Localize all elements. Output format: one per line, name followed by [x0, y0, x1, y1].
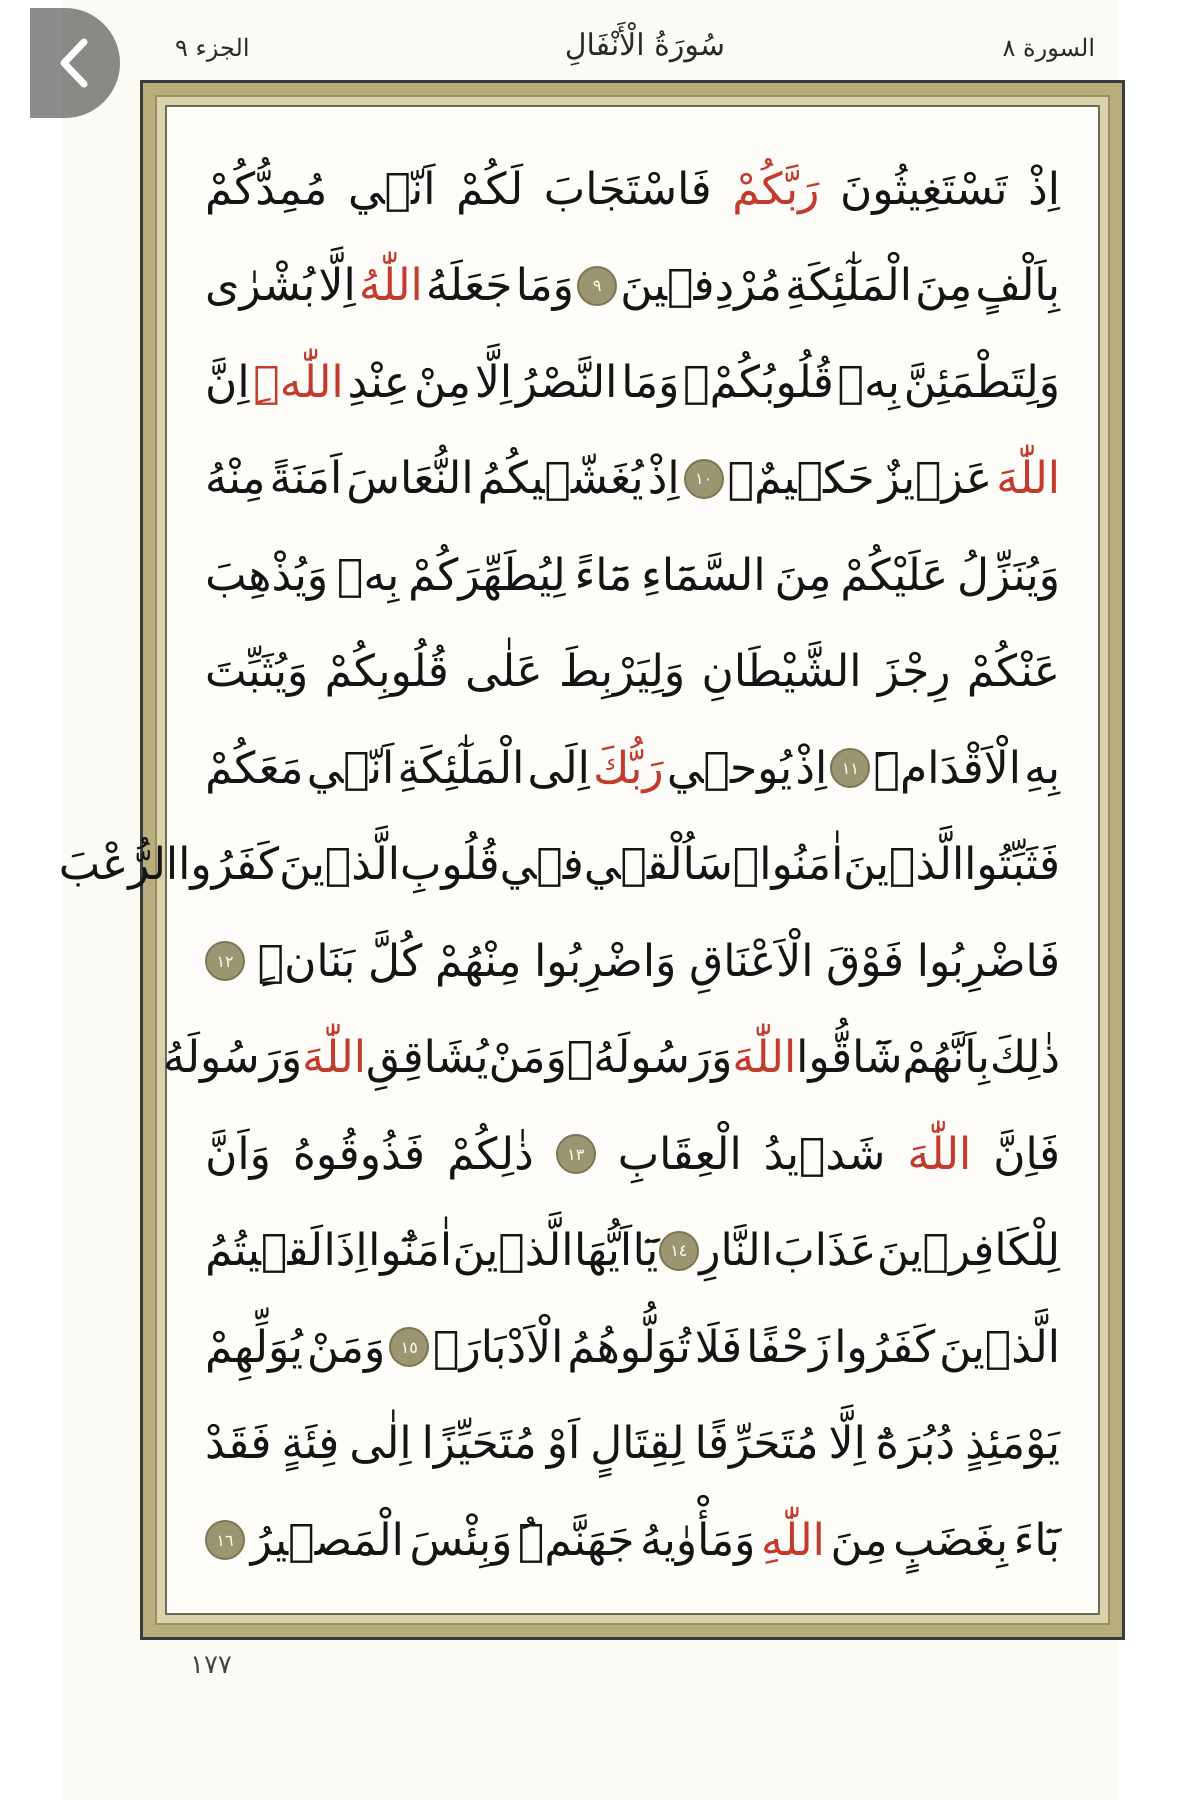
verse-word: فَاسْتَجَابَ: [543, 163, 712, 215]
verse-word: يَوْمَئِذٍ: [965, 1418, 1060, 1470]
verse-word: قُلُوبِ: [399, 839, 500, 891]
verse-word: حَك۪يمٌ۟: [727, 453, 875, 505]
verse-word: جَهَنَّمُۜ: [517, 1514, 635, 1566]
verse-word: فَوْقَ: [826, 935, 905, 987]
ayah-marker: ١٦: [205, 1520, 245, 1560]
divine-name-word: اللّٰهَ: [302, 1032, 366, 1084]
verse-word: اَنّ۪ي: [306, 742, 395, 794]
verse-word: يُوح۪ي: [666, 742, 793, 794]
text-line: [205, 1396, 1060, 1493]
verse-word: بُشْرٰى: [205, 260, 316, 312]
verse-word: اِلَّا: [318, 260, 356, 312]
verse-word: اِلَّا: [474, 356, 513, 408]
verse-word: مُمِدُّكُمْ: [205, 163, 328, 215]
verse-word: السَّمَٓاءِ: [641, 549, 766, 601]
verse-word: الْاَعْنَاقِ: [689, 935, 814, 987]
page-header: [175, 28, 1095, 78]
verse-word: الْاَدْبَارَۚ: [433, 1321, 564, 1373]
verse-word: مِنْ: [413, 356, 471, 408]
verse-word: مِنَ: [915, 260, 973, 312]
verse-word: يُوَلِّهِمْ: [205, 1321, 303, 1373]
verse-word: اِلٰى: [349, 1418, 412, 1470]
verse-word: شَٓاقُّوا: [796, 1032, 903, 1084]
ayah-marker: ١١: [830, 748, 870, 788]
verse-word: مِنَ: [774, 549, 832, 601]
verse-word: مَعَكُمْ: [205, 742, 304, 794]
verse-word: الَّذ۪ينَ: [279, 839, 400, 891]
juz-label: الجزء ٩: [175, 34, 250, 62]
verse-word: بِاَنَّهُمْ: [902, 1032, 990, 1084]
verse-word: لَكُمْ: [456, 163, 524, 215]
divine-name-word: رَبُّكَ: [593, 742, 664, 794]
verse-word: فَثَبِّتُوا: [964, 839, 1060, 891]
verse-word: اِذْ: [647, 453, 680, 505]
text-panel: [58, 105, 1100, 1615]
verse-word: رِجْزَ: [877, 646, 951, 698]
verse-word: وَيُنَزِّلُ: [956, 549, 1060, 601]
verse-word: يُغَشّ۪يكُمُ: [477, 453, 644, 505]
text-line: [205, 527, 1060, 624]
verse-word: عَذَابَ: [773, 1225, 877, 1277]
verse-word: فِئَةٍ: [281, 1418, 340, 1470]
verse-word: لِيُطَهِّرَكُمْ: [408, 549, 566, 601]
text-line: [205, 624, 1060, 721]
verse-word: تَسْتَغِيثُونَ: [839, 163, 1008, 215]
verse-word: يَٓا: [632, 1225, 659, 1277]
verse-word: اَيُّهَا: [573, 1225, 633, 1277]
verse-word: لِلْكَافِر۪ينَ: [876, 1225, 1060, 1277]
divine-name-word: رَبَّكُمْ: [732, 163, 820, 215]
verse-word: فَاضْرِبُوا: [916, 935, 1060, 987]
verse-word: الْمَلٰٓئِكَةِ: [785, 260, 912, 312]
verse-word: كَفَرُوا: [178, 839, 280, 891]
verse-word: تُوَلُّوهُمُ: [567, 1321, 691, 1373]
verse-word: ف۪ي: [499, 839, 584, 891]
verse-word: لِقِتَالٍ: [590, 1418, 685, 1470]
ayah-marker: ١٣: [556, 1134, 596, 1174]
verse-word: عِنْدِ: [347, 356, 411, 408]
surah-title: سُورَةُ الْأَنْفَالِ: [564, 28, 725, 63]
text-line: [205, 720, 1060, 817]
verse-word: وَلِيَرْبِطَ: [558, 646, 686, 698]
verse-word: بِهِ: [1024, 742, 1060, 794]
verse-word: كُلَّ: [368, 935, 423, 987]
verse-word: الَّذ۪ينَ: [452, 1225, 574, 1277]
divine-name-word: اللّٰهِۜ: [253, 356, 344, 408]
right-margin: [1118, 0, 1200, 1800]
verse-word: الْاَقْدَامَۜ: [873, 742, 1021, 794]
verse-word: عَلٰى: [465, 646, 543, 698]
verse-word: وَاَنَّ: [205, 1128, 271, 1180]
verse-word: اِذْ: [1028, 163, 1060, 215]
verse-word: عَز۪يزٌ: [878, 453, 993, 505]
verse-word: ذٰلِكَ: [989, 1032, 1060, 1084]
verse-word: اَوْ: [546, 1418, 581, 1470]
verse-word: الرُّعْبَ: [58, 839, 179, 891]
verse-word: زَحْفًا: [746, 1321, 831, 1373]
text-line: [205, 1203, 1060, 1300]
text-line: [205, 1492, 1060, 1589]
verse-word: دُبُرَهُٓ: [875, 1418, 956, 1470]
divine-name-word: اللّٰهِ: [761, 1514, 825, 1566]
verse-word: عَنْكُمْ: [966, 646, 1060, 698]
verse-word: الَّذ۪ينَ: [939, 1321, 1060, 1373]
verse-word: ذٰلِكُمْ: [447, 1128, 534, 1180]
verse-word: عَلَيْكُمْ: [840, 549, 949, 601]
verse-word: لَق۪يتُمُ: [205, 1225, 324, 1277]
text-line: [58, 817, 1060, 914]
verse-word: بِغَضَبٍ: [893, 1514, 1009, 1566]
verse-word: بَنَانٍۜ: [257, 935, 356, 987]
verse-word: وَيُثَبِّتَ: [205, 646, 309, 698]
text-line: [205, 1299, 1060, 1396]
verse-word: وَرَسُولَهُۚ: [566, 1032, 733, 1084]
text-line: [205, 431, 1060, 528]
verse-word: الْمَلٰٓئِكَةِ: [397, 742, 525, 794]
verse-word: اِذْ: [795, 742, 828, 794]
verse-word: وَبِئْسَ: [409, 1514, 513, 1566]
verse-word: وَرَسُولَهُ: [163, 1032, 303, 1084]
verse-word: اَمَنَةً: [269, 453, 343, 505]
ayah-marker: ٩: [577, 266, 617, 306]
verse-word: وَمَنْ: [488, 1032, 567, 1084]
verse-word: فَاِنَّ: [993, 1128, 1060, 1180]
text-line: [205, 1106, 1060, 1203]
text-line: [205, 238, 1060, 335]
chevron-left-icon: [52, 36, 98, 90]
ayah-marker: ١٥: [389, 1327, 429, 1367]
verse-word: قُلُوبِكُمْ: [324, 646, 449, 698]
text-frame: [58, 80, 1125, 1640]
verse-word: مِنْهُمْ: [434, 935, 522, 987]
verse-word: مِنْهُ: [205, 453, 266, 505]
text-line: [205, 334, 1060, 431]
verse-word: وَمَأْوٰيهُ: [640, 1514, 756, 1566]
verse-word: الْمَص۪يرُ: [250, 1514, 404, 1566]
verse-word: النَّارِ: [699, 1225, 773, 1277]
divine-name-word: اللّٰهُ: [358, 260, 423, 312]
verse-word: وَلِتَطْمَئِنَّ: [903, 356, 1060, 408]
verse-word: فَذُوقُوهُ: [292, 1128, 426, 1180]
verse-word: الَّذ۪ينَ: [843, 839, 965, 891]
verse-word: اٰمَنُٓوا: [368, 1225, 453, 1277]
verse-word: بِه۪: [336, 549, 400, 601]
verse-word: وَاضْرِبُوا: [534, 935, 677, 987]
ayah-marker: ١٠: [684, 459, 724, 499]
verse-word: النُّعَاسَ: [346, 453, 474, 505]
verse-word: الْعِقَابِ: [617, 1128, 742, 1180]
verse-word: اِلَى: [527, 742, 590, 794]
left-margin: [0, 0, 62, 1800]
divine-name-word: اللّٰهَ: [907, 1128, 972, 1180]
verse-word: فَلَا: [694, 1321, 743, 1373]
verse-word: مُرْدِف۪ينَ: [620, 260, 782, 312]
surah-number: السورة ٨: [1002, 34, 1095, 62]
verse-word: وَمَنْ: [306, 1321, 386, 1373]
verse-word: قُلُوبُكُمْۚ: [683, 356, 834, 408]
verse-word: وَمَا: [621, 356, 680, 408]
verse-word: مِنَ: [830, 1514, 888, 1566]
divine-name-word: اللّٰهَ: [996, 453, 1060, 505]
verse-word: مَٓاءً: [574, 549, 633, 601]
verse-word: اَنّ۪ي: [347, 163, 436, 215]
verse-word: النَّصْرُ: [516, 356, 618, 408]
verse-word: مُتَحَيِّزًا: [421, 1418, 537, 1470]
frame-border: [58, 95, 1110, 1625]
verse-word: شَد۪يدُ: [763, 1128, 886, 1180]
verse-word: سَاُلْق۪ي: [583, 839, 733, 891]
verse-word: اِنَّ: [205, 356, 250, 408]
verse-word: كَفَرُوا: [834, 1321, 936, 1373]
verse-word: الشَّيْطَانِ: [701, 646, 862, 698]
divine-name-word: اللّٰهَ: [732, 1032, 797, 1084]
page-number: ١٧٧: [190, 1650, 232, 1680]
verse-word: وَيُذْهِبَ: [205, 549, 329, 601]
verse-word: اِلَّا: [828, 1418, 866, 1470]
verse-word: بِاَلْفٍ: [975, 260, 1060, 312]
verse-word: وَمَا: [515, 260, 574, 312]
text-line: [205, 141, 1060, 238]
verse-word: اٰمَنُواۜ: [732, 839, 844, 891]
verse-word: بَٓاءَ: [1013, 1514, 1060, 1566]
verse-word: يُشَاقِقِ: [365, 1032, 489, 1084]
ayah-marker: ١٤: [659, 1231, 699, 1271]
text-line: [163, 1010, 1060, 1107]
verse-word: جَعَلَهُ: [425, 260, 513, 312]
verse-word: بِه۪: [837, 356, 900, 408]
verse-word: اِذَا: [323, 1225, 368, 1277]
verse-text: [58, 141, 1060, 1583]
verse-word: مُتَحَرِّفًا: [694, 1418, 819, 1470]
text-line: [205, 913, 1060, 1010]
verse-word: فَقَدْ: [205, 1418, 272, 1470]
ayah-marker: ١٢: [205, 941, 245, 981]
